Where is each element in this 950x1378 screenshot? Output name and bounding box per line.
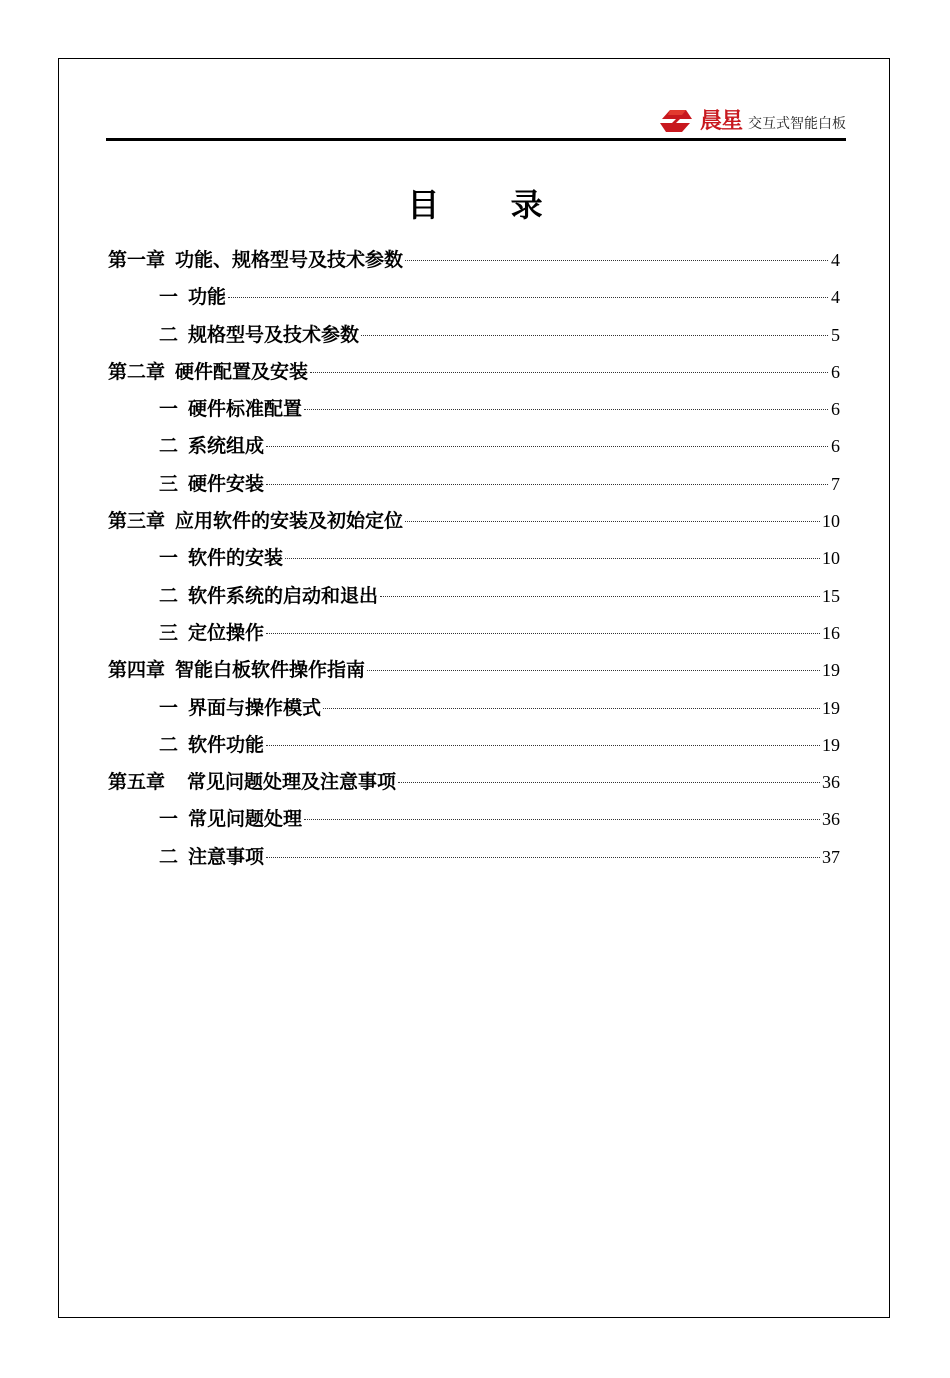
- toc-entry-title: 硬件安装: [188, 472, 265, 495]
- header-rule: [106, 138, 846, 141]
- toc-entry-number: 三: [159, 472, 179, 495]
- toc-section-entry[interactable]: [108, 578, 840, 615]
- toc-entry-title: 定位操作: [188, 621, 265, 644]
- toc-entry-label: [108, 652, 365, 689]
- toc-section-entry[interactable]: [108, 428, 840, 465]
- toc-entry-label: [108, 503, 403, 540]
- toc-entry-number: 二: [159, 435, 179, 458]
- toc-dot-leader: [266, 633, 820, 634]
- toc-page-number: 6: [831, 361, 840, 382]
- toc-dot-leader: [266, 446, 828, 447]
- toc-entry-title: 常见问题处理: [188, 808, 303, 831]
- toc-dot-leader: [405, 521, 820, 522]
- toc-entry-number: 一: [159, 547, 179, 570]
- toc-chapter-entry[interactable]: [108, 354, 840, 391]
- toc-entry-number: 二: [159, 733, 179, 756]
- toc-entry-label: [108, 764, 396, 801]
- toc-page-number: 10: [822, 511, 840, 532]
- toc-dot-leader: [361, 335, 828, 336]
- toc-section-entry[interactable]: [108, 279, 840, 316]
- toc-section-entry[interactable]: [108, 690, 840, 727]
- toc-entry-number: 二: [159, 584, 179, 607]
- chenxing-s-logo-icon: [656, 106, 696, 136]
- toc-dot-leader: [304, 819, 820, 820]
- toc-entry-label: [108, 242, 403, 279]
- toc-page-number: 6: [831, 436, 840, 457]
- toc-page-number: 7: [831, 473, 840, 494]
- toc-page-number: 5: [831, 324, 840, 345]
- toc-page-number: 4: [831, 250, 840, 270]
- toc-dot-leader: [228, 297, 828, 298]
- toc-dot-leader: [304, 409, 828, 410]
- toc-chapter-entry[interactable]: [108, 652, 840, 689]
- toc-entry-title: 硬件配置及安装: [175, 360, 309, 383]
- toc-entry-label: [159, 279, 226, 316]
- toc-section-entry[interactable]: [108, 540, 840, 577]
- toc-dot-leader: [266, 745, 820, 746]
- toc-page-number: 37: [822, 846, 840, 867]
- toc-page-number: 36: [822, 809, 840, 830]
- brand-tagline: 交互式智能白板: [748, 116, 846, 132]
- toc-page-number: 36: [822, 772, 840, 793]
- toc-entry-title: 功能: [188, 286, 227, 309]
- toc-entry-label: [159, 839, 264, 876]
- toc-entry-label: [159, 578, 378, 615]
- toc-entry-label: [159, 801, 302, 838]
- toc-dot-leader: [323, 708, 820, 709]
- toc-entry-title: 软件的安装: [188, 547, 284, 570]
- toc-page-number: 6: [831, 399, 840, 420]
- toc-entry-label: [159, 466, 264, 503]
- toc-dot-leader: [367, 670, 820, 671]
- toc-dot-leader: [398, 782, 820, 783]
- brand-name: 晨星: [699, 109, 742, 134]
- toc-entry-title: 系统组成: [188, 435, 265, 458]
- toc-entry-title: 软件系统的启动和退出: [188, 584, 379, 607]
- toc-section-entry[interactable]: [108, 391, 840, 428]
- toc-dot-leader: [285, 558, 820, 559]
- toc-entry-number: 三: [159, 621, 179, 644]
- toc-entry-number: 一: [159, 398, 179, 421]
- toc-entry-number: 第四章: [108, 659, 166, 682]
- toc-page-number: 16: [822, 622, 840, 643]
- toc-entry-number: 第二章: [108, 360, 166, 383]
- toc-entry-label: [159, 690, 321, 727]
- toc-chapter-entry[interactable]: [108, 242, 840, 279]
- toc-entry-title: 硬件标准配置: [188, 398, 303, 421]
- page-header: [106, 100, 846, 142]
- toc-dot-leader: [266, 484, 828, 485]
- toc-entry-number: 二: [159, 323, 179, 346]
- toc-section-entry[interactable]: [108, 839, 840, 876]
- brand: [656, 104, 846, 136]
- toc-entry-number: 二: [159, 845, 179, 868]
- toc-entry-number: 一: [159, 286, 179, 309]
- toc-entry-label: [159, 615, 264, 652]
- toc-entry-label: [159, 428, 264, 465]
- toc-page-number: 15: [822, 585, 840, 606]
- toc-section-entry[interactable]: [108, 466, 840, 503]
- toc-entry-title: 界面与操作模式: [188, 696, 322, 719]
- toc-entry-title: 功能、规格型号及技术参数: [175, 249, 404, 271]
- toc-section-entry[interactable]: [108, 615, 840, 652]
- toc-page-number: 4: [831, 287, 840, 308]
- toc-chapter-entry[interactable]: [108, 503, 840, 540]
- toc-entry-title: 智能白板软件操作指南: [175, 659, 366, 682]
- toc-entry-number: 第三章: [108, 510, 166, 533]
- toc-entry-label: [159, 317, 359, 354]
- toc-page-number: 19: [822, 697, 840, 718]
- toc-section-entry[interactable]: [108, 727, 840, 764]
- toc-entry-title: 软件功能: [188, 733, 265, 756]
- toc-page-number: 19: [822, 734, 840, 755]
- toc-entry-title: 常见问题处理及注意事项: [187, 771, 397, 794]
- toc-section-entry[interactable]: [108, 317, 840, 354]
- toc-entry-number: 第一章: [108, 249, 166, 271]
- toc-chapter-entry[interactable]: [108, 764, 840, 801]
- toc-entry-label: [108, 354, 308, 391]
- toc-page-number: 10: [822, 548, 840, 569]
- toc-entry-label: [159, 727, 264, 764]
- toc-dot-leader: [380, 596, 820, 597]
- toc-entry-title: 应用软件的安装及初始定位: [175, 510, 404, 533]
- toc-section-entry[interactable]: [108, 801, 840, 838]
- toc-entry-number: 第五章: [108, 771, 166, 794]
- toc-dot-leader: [405, 260, 828, 261]
- toc-title: 目 录: [407, 186, 573, 224]
- toc-entry-number: 一: [159, 696, 179, 719]
- toc-entry-title: 规格型号及技术参数: [188, 323, 360, 346]
- toc-dot-leader: [266, 857, 820, 858]
- toc-page-number: 19: [822, 660, 840, 681]
- table-of-contents: [108, 242, 840, 876]
- toc-entry-title: 注意事项: [188, 845, 265, 868]
- toc-entry-number: 一: [159, 808, 179, 831]
- toc-entry-label: [159, 391, 302, 428]
- toc-entry-label: [159, 540, 283, 577]
- toc-dot-leader: [310, 372, 828, 373]
